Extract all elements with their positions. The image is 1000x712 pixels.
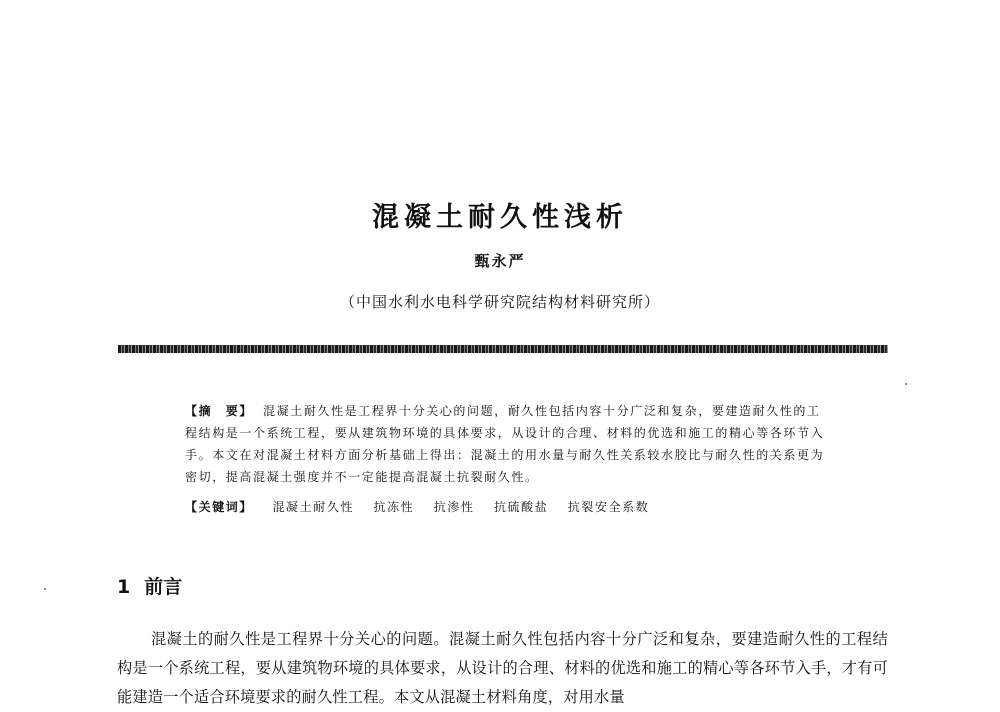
author-name: 甄永严: [474, 252, 526, 270]
keyword: 混凝土耐久性: [272, 500, 355, 514]
scan-speck: [905, 383, 907, 385]
keywords-label: 【关键词】: [185, 500, 254, 514]
section-heading: [117, 572, 182, 599]
abstract-text: 混凝土耐久性是工程界十分关心的问题，耐久性包括内容十分广泛和复杂，要建造耐久性的工程结构是一个系统工程，要从建筑物环境的具体要求，从设计的合理、材料的优选和施工的精心等各环节入手。本文在对混凝土材料方面分析基础上得出：混凝土的用水量与耐久性关系较水胶比与耐久性的关系更为密切，提高混凝土强度并不一定能提高混凝土抗裂耐久性。: [185, 404, 825, 484]
keyword: 抗渗性: [433, 500, 475, 514]
abstract-label: 【摘 要】: [185, 404, 254, 418]
scan-speck: [44, 588, 46, 590]
keywords-block: [185, 498, 825, 515]
header-divider: [118, 345, 888, 353]
keyword: 抗裂安全系数: [567, 500, 650, 514]
keyword: 抗冻性: [373, 500, 415, 514]
paper-title: 混凝土耐久性浅析: [372, 202, 628, 233]
section-title: 前言: [144, 576, 183, 598]
keyword: 抗硫酸盐: [493, 500, 549, 514]
abstract-block: [185, 400, 825, 488]
body-paragraph: 混凝土的耐久性是工程界十分关心的问题。混凝土耐久性包括内容十分广泛和复杂，要建造耐久性的工程结构是一个系统工程，要从建筑物环境的具体要求，从设计的合理、材料的优选和施工的精心等各环节入手，才有可能建造一个适合环境要求的耐久性工程。本文从混凝土材料角度，对用水量: [117, 630, 888, 706]
affiliation: （中国水利水电科学研究院结构材料研究所）: [339, 293, 660, 311]
section-number: 1: [117, 576, 131, 598]
